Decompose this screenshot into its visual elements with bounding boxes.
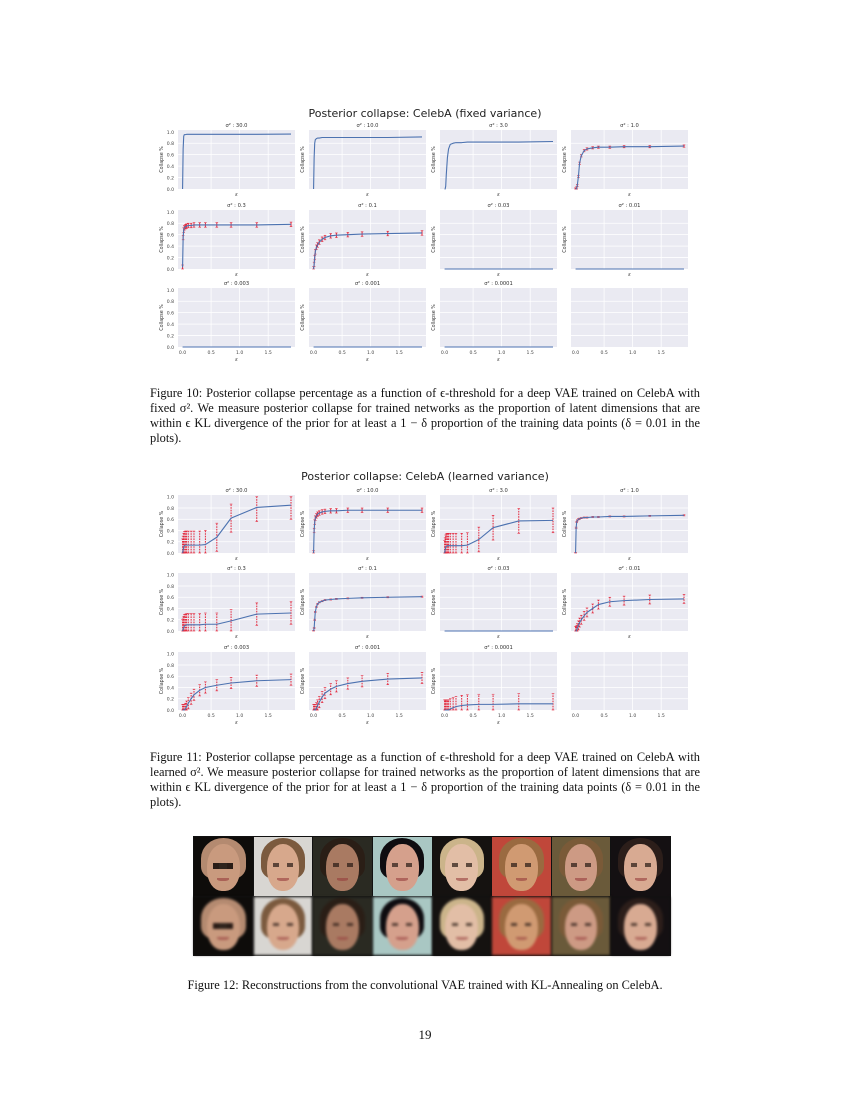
y-tick-label: 0.4 <box>166 686 174 692</box>
subplot-title: σ² : 0.001 <box>354 281 381 287</box>
reconstructed-face-image <box>552 897 611 956</box>
y-tick-label: 0.0 <box>166 346 174 351</box>
subplot-panel <box>562 488 688 562</box>
y-axis-label: Collapse % <box>563 588 568 616</box>
y-tick-label: 0.8 <box>166 300 174 306</box>
x-tick-label: 1.0 <box>366 714 375 719</box>
y-tick-label: 0.6 <box>166 233 174 239</box>
original-face-image <box>313 837 372 896</box>
y-axis-label: Collapse % <box>563 146 568 173</box>
subplot-title: σ² : 1.0 <box>620 488 639 494</box>
figure-12-caption: Figure 12: Reconstructions from the convolutional VAE trained with KL-Annealing on CelebA. <box>187 978 663 992</box>
subplot-panel <box>431 645 557 726</box>
x-tick-label: 0.5 <box>338 351 346 356</box>
x-axis-label: ε <box>497 272 500 278</box>
x-tick-label: 1.0 <box>235 351 244 356</box>
subplot-panel <box>571 652 688 719</box>
y-tick-label: 0.8 <box>166 222 174 228</box>
x-tick-label: 1.0 <box>366 351 375 356</box>
y-tick-label: 0.2 <box>166 540 174 546</box>
subplot-title: σ² : 0.0001 <box>484 281 513 287</box>
original-face-image <box>552 837 611 896</box>
subplot-title: σ² : 0.1 <box>358 203 377 209</box>
y-axis-label: Collapse % <box>160 510 165 538</box>
x-axis-label: ε <box>366 357 369 363</box>
y-tick-label: 0.2 <box>166 697 174 703</box>
reconstructed-face-image <box>373 897 432 956</box>
y-axis-label: Collapse % <box>160 588 165 616</box>
subplot-title: σ² : 0.1 <box>358 566 377 572</box>
x-axis-label: ε <box>497 720 500 726</box>
y-tick-label: 0.8 <box>166 663 174 669</box>
y-axis-label: Collapse % <box>432 146 437 173</box>
subplot-title: σ² : 3.0 <box>489 123 508 129</box>
x-tick-label: 1.0 <box>497 714 506 719</box>
y-axis-label: Collapse % <box>432 510 437 538</box>
x-axis-label: ε <box>497 192 500 198</box>
original-face-image <box>373 837 432 896</box>
x-axis-label: ε <box>235 357 238 363</box>
y-axis-label: Collapse % <box>563 226 568 253</box>
subplot-panel <box>300 566 426 640</box>
x-axis-label: ε <box>235 192 238 198</box>
y-tick-label: 1.0 <box>166 210 174 216</box>
reconstructed-face-image <box>611 897 670 956</box>
y-tick-label: 0.2 <box>166 618 174 624</box>
y-tick-label: 0.0 <box>166 268 174 273</box>
y-tick-label: 0.2 <box>166 334 174 340</box>
x-axis-label: ε <box>235 272 238 278</box>
x-axis-label: ε <box>628 272 631 278</box>
x-tick-label: 0.5 <box>469 351 477 356</box>
x-axis-label: ε <box>497 634 500 640</box>
subplot-title: σ² : 10.0 <box>356 123 379 129</box>
reconstructed-face-image <box>194 897 253 956</box>
x-tick-label: 1.5 <box>526 714 534 719</box>
y-tick-label: 1.0 <box>166 573 174 579</box>
x-axis-label: ε <box>366 720 369 726</box>
x-tick-label: 0.0 <box>309 714 318 719</box>
figure-10-caption: Figure 10: Posterior collapse percentage as a function of ϵ-threshold for a deep VAE trained on CelebA with fixed σ². We measure posterior collapse for trained networks as the proportion of latent dimensions that are within ϵ KL divergence of the prior for at least a 1 − δ proportion of the training data points (δ = 0.01 in the plots). <box>150 386 700 445</box>
x-axis-label: ε <box>628 192 631 198</box>
y-tick-label: 0.2 <box>166 176 174 182</box>
x-tick-label: 0.0 <box>440 351 449 356</box>
figure-12-reconstruction-grid <box>193 836 671 956</box>
x-tick-label: 1.5 <box>657 714 665 719</box>
x-tick-label: 1.0 <box>628 351 637 356</box>
y-axis-label: Collapse % <box>301 588 306 616</box>
subplot-panel <box>159 566 295 640</box>
y-axis-label: Collapse % <box>301 226 306 253</box>
y-tick-label: 1.0 <box>166 130 174 136</box>
y-axis-label: Collapse % <box>432 304 437 331</box>
y-tick-label: 0.4 <box>166 529 174 535</box>
y-axis-label: Collapse % <box>301 304 306 331</box>
y-tick-label: 1.0 <box>166 652 174 658</box>
figure-11-title: Posterior collapse: CelebA (learned variance) <box>301 470 549 483</box>
y-axis-label: Collapse % <box>160 667 165 695</box>
subplot-title: σ² : 0.003 <box>223 281 250 287</box>
subplot-title: σ² : 0.001 <box>354 645 381 651</box>
reconstructed-face-image <box>433 897 492 956</box>
x-axis-label: ε <box>497 556 500 562</box>
x-tick-label: 0.0 <box>178 714 187 719</box>
y-axis-label: Collapse % <box>432 667 437 695</box>
original-face-image <box>611 837 670 896</box>
x-axis-label: ε <box>497 357 500 363</box>
x-tick-label: 1.5 <box>657 351 665 356</box>
y-tick-label: 0.0 <box>166 552 174 557</box>
x-tick-label: 0.5 <box>600 714 608 719</box>
subplot-panel <box>431 488 557 562</box>
subplot-title: σ² : 10.0 <box>356 488 379 494</box>
y-tick-label: 0.8 <box>166 142 174 148</box>
subplot-panel <box>159 488 295 562</box>
subplot-panel <box>562 566 688 640</box>
y-tick-label: 0.0 <box>166 630 174 635</box>
subplot-panel <box>300 645 426 726</box>
x-tick-label: 0.0 <box>178 351 187 356</box>
reconstructed-face-image <box>313 897 372 956</box>
x-axis-label: ε <box>628 556 631 562</box>
x-tick-label: 1.0 <box>628 714 637 719</box>
y-axis-label: Collapse % <box>301 146 306 173</box>
x-tick-label: 0.5 <box>600 351 608 356</box>
y-tick-label: 0.0 <box>166 188 174 193</box>
x-axis-label: ε <box>235 634 238 640</box>
y-tick-label: 0.4 <box>166 245 174 251</box>
x-axis-label: ε <box>235 720 238 726</box>
x-tick-label: 0.5 <box>338 714 346 719</box>
x-tick-label: 0.0 <box>571 714 580 719</box>
x-tick-label: 1.5 <box>526 351 534 356</box>
x-tick-label: 0.5 <box>469 714 477 719</box>
original-face-image <box>433 837 492 896</box>
subplot-panel <box>431 566 557 640</box>
subplot-title: σ² : 30.0 <box>225 123 248 129</box>
reconstructed-face-image <box>254 897 313 956</box>
subplot-title: σ² : 0.01 <box>618 566 641 572</box>
page-number: 19 <box>418 1027 432 1042</box>
subplot-title: σ² : 3.0 <box>489 488 508 494</box>
y-tick-label: 0.6 <box>166 675 174 681</box>
y-tick-label: 0.4 <box>166 165 174 171</box>
x-tick-label: 1.0 <box>235 714 244 719</box>
y-axis-label: Collapse % <box>301 667 306 695</box>
x-axis-label: ε <box>366 634 369 640</box>
y-axis-label: Collapse % <box>432 588 437 616</box>
x-axis-label: ε <box>628 634 631 640</box>
y-tick-label: 0.4 <box>166 607 174 613</box>
x-tick-label: 0.0 <box>440 714 449 719</box>
x-tick-label: 1.0 <box>497 351 506 356</box>
original-face-image <box>254 837 313 896</box>
y-tick-label: 0.6 <box>166 153 174 159</box>
subplot-title: σ² : 0.003 <box>223 645 250 651</box>
x-tick-label: 0.5 <box>207 714 215 719</box>
y-tick-label: 0.8 <box>166 506 174 512</box>
subplot-title: σ² : 0.03 <box>487 203 510 209</box>
y-tick-label: 0.0 <box>166 709 174 714</box>
x-axis-label: ε <box>366 272 369 278</box>
figure-11-caption: Figure 11: Posterior collapse percentage as a function of ϵ-threshold for a deep VAE trained on CelebA with learned σ². We measure posterior collapse for trained networks as the proportion of latent dimensions that are within ϵ KL divergence of the prior for at least a 1 − δ proportion of the training data points (δ = 0.01 in the plots). <box>150 750 700 809</box>
reconstructed-face-image <box>492 897 551 956</box>
y-axis-label: Collapse % <box>160 146 165 173</box>
figure-10-title: Posterior collapse: CelebA (fixed variance) <box>308 107 542 120</box>
y-tick-label: 0.8 <box>166 584 174 590</box>
subplot-title: σ² : 0.0001 <box>484 645 513 651</box>
y-tick-label: 0.6 <box>166 311 174 317</box>
y-tick-label: 1.0 <box>166 288 174 294</box>
y-tick-label: 0.6 <box>166 518 174 524</box>
subplot-panel <box>300 488 426 562</box>
subplot-title: σ² : 30.0 <box>225 488 248 494</box>
original-face-image <box>194 837 253 896</box>
subplot-title: σ² : 0.01 <box>618 203 641 209</box>
y-axis-label: Collapse % <box>160 304 165 331</box>
original-face-image <box>492 837 551 896</box>
x-axis-label: ε <box>366 192 369 198</box>
x-tick-label: 1.5 <box>264 351 272 356</box>
subplot-title: σ² : 0.3 <box>227 566 246 572</box>
x-tick-label: 0.5 <box>207 351 215 356</box>
subplot-title: σ² : 0.03 <box>487 566 510 572</box>
subplot-title: σ² : 0.3 <box>227 203 246 209</box>
y-axis-label: Collapse % <box>563 510 568 538</box>
y-axis-label: Collapse % <box>160 226 165 253</box>
y-tick-label: 0.4 <box>166 323 174 329</box>
y-axis-label: Collapse % <box>432 226 437 253</box>
subplot-title: σ² : 1.0 <box>620 123 639 129</box>
x-tick-label: 0.0 <box>571 351 580 356</box>
y-axis-label: Collapse % <box>301 510 306 538</box>
y-tick-label: 0.6 <box>166 596 174 602</box>
x-axis-label: ε <box>235 556 238 562</box>
x-axis-label: ε <box>366 556 369 562</box>
y-tick-label: 0.2 <box>166 256 174 262</box>
x-tick-label: 1.5 <box>395 714 403 719</box>
x-tick-label: 1.5 <box>264 714 272 719</box>
x-tick-label: 0.0 <box>309 351 318 356</box>
x-tick-label: 1.5 <box>395 351 403 356</box>
y-tick-label: 1.0 <box>166 495 174 501</box>
subplot-panel <box>159 645 295 726</box>
